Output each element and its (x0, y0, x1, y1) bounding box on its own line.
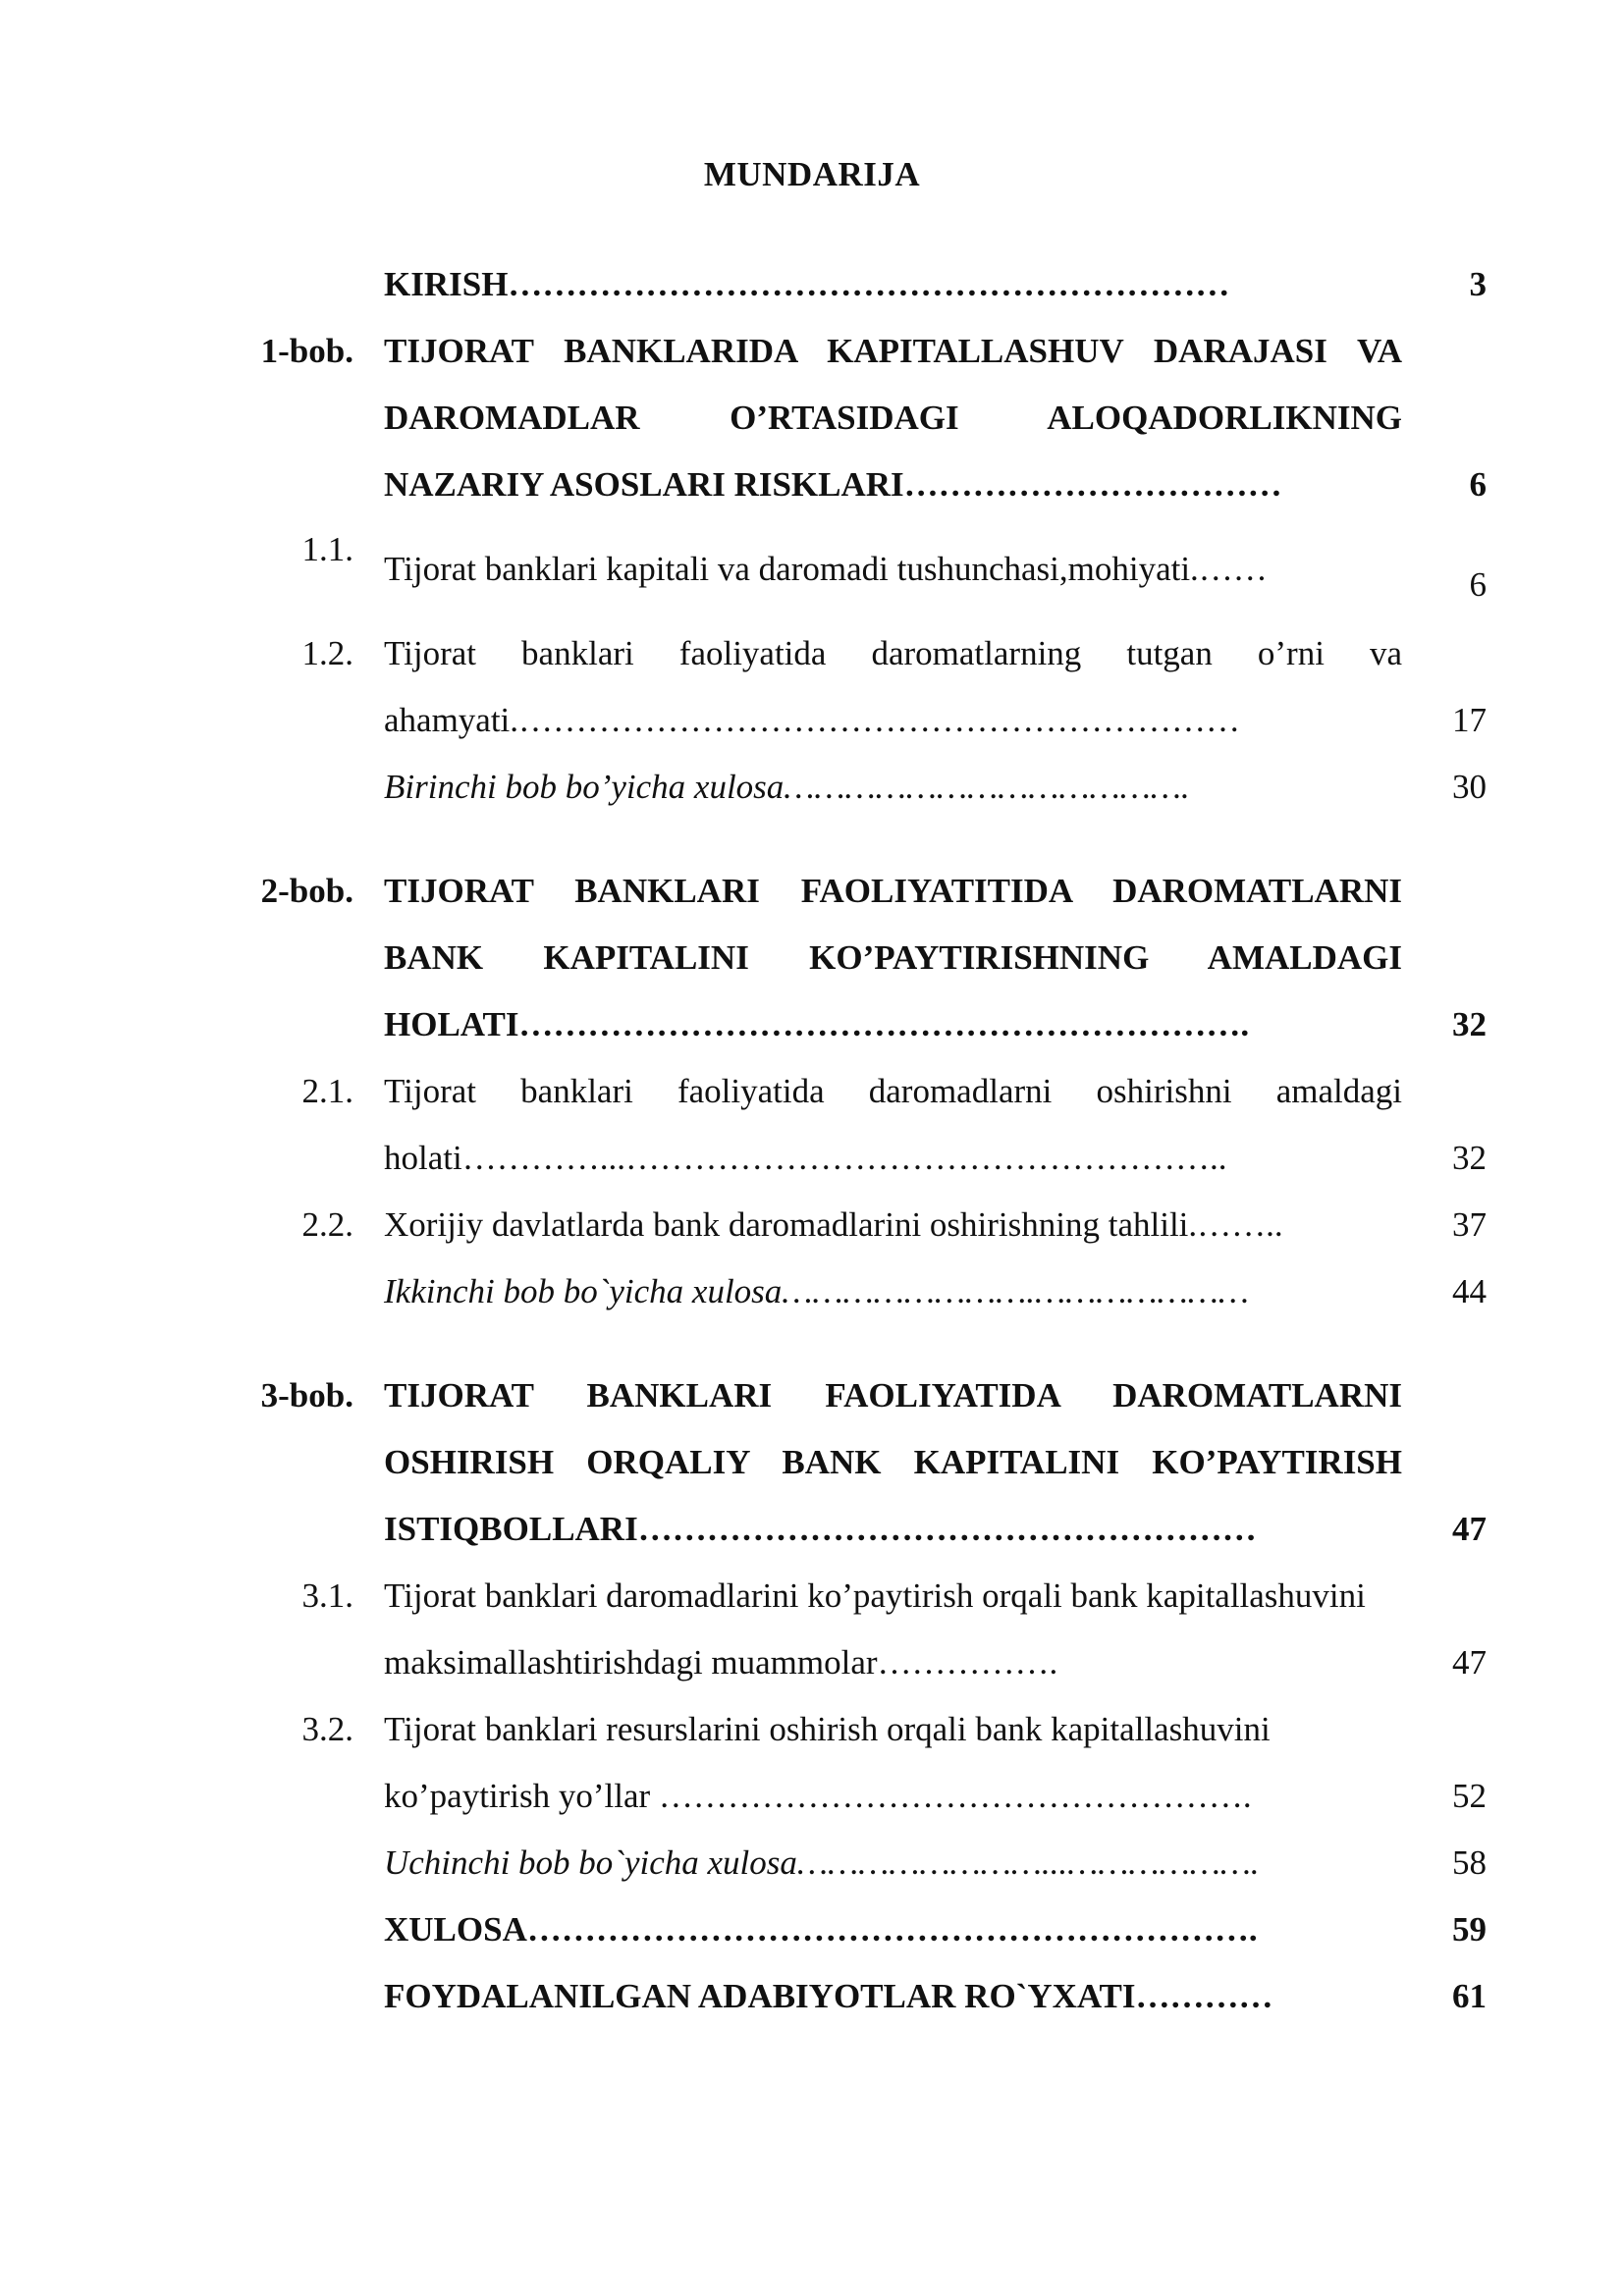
toc-entry-label: 3-bob. (260, 1376, 353, 1415)
toc-entry-text: FOYDALANILGAN ADABIYOTLAR RO`YXATI………… (384, 1977, 1273, 2015)
toc-entry-text: XULOSA………………………………………………………. (384, 1910, 1258, 1949)
toc-entry-text: Tijorat banklari resurslarini oshirish orqali bank kapitallashuvini ko’paytirish yo’llar ……………………………………………. (384, 1710, 1271, 1815)
toc-entry-page: 61 (1452, 1977, 1487, 2015)
toc-entry-text: Uchinchi bob bo`yicha xulosa……………………...………………. (384, 1843, 1260, 1882)
toc-entry-page: 59 (1452, 1910, 1487, 1949)
toc-entry-page: 37 (1452, 1205, 1487, 1244)
toc-entry-page: 32 (1452, 1139, 1487, 1177)
toc-entry-page: 47 (1452, 1643, 1487, 1682)
toc-entry-page: 47 (1452, 1510, 1487, 1548)
toc-entry-text: Birinchi bob bo’yicha xulosa…………………………………. (384, 768, 1190, 806)
toc-entry-label: 2.2. (301, 1205, 353, 1244)
toc-entry-text: Ikkinchi bob bo`yicha xulosa…………………….………………… (384, 1272, 1249, 1310)
toc-entry-page: 58 (1452, 1843, 1487, 1882)
toc-entry-label: 1.1. (301, 530, 353, 568)
toc-entry-text: Tijorat banklari faoliyatida daromatlarning tutgan o’rni va ahamyati.……………………………………………………… (384, 634, 1402, 739)
toc-entry-label: 1-bob. (260, 332, 353, 370)
toc-entry-text: Tijorat banklari kapitali va daromadi tushunchasi,mohiyati.…… (384, 550, 1268, 588)
toc-entry-page: 30 (1452, 768, 1487, 806)
toc-entry-page: 44 (1452, 1272, 1487, 1310)
toc-entry-label: 3.2. (301, 1710, 353, 1748)
toc-entry-page: 52 (1452, 1777, 1487, 1815)
toc-entry-page: 32 (1452, 1005, 1487, 1043)
toc-entry-text: Tijorat banklari daromadlarini ko’paytirish orqali bank kapitallashuvini maksimallashtirishdagi muammolar……………. (384, 1576, 1366, 1682)
toc-entry-label: 2.1. (301, 1072, 353, 1110)
toc-entry-label: 2-bob. (260, 872, 353, 910)
toc-entry-text: TIJORAT BANKLARIDA KAPITALLASHUV DARAJASI VA DAROMADLAR O’RTASIDAGI ALOQADORLIKNING NAZARIY ASOSLARI RISKLARI…………………………… (384, 332, 1402, 504)
toc-entry-text: TIJORAT BANKLARI FAOLIYATITIDA DAROMATLARNI BANK KAPITALINI KO’PAYTIRISHNING AMALDAGI HOLATI………………………………………………………. (384, 872, 1402, 1043)
toc-entry-page: 6 (1469, 565, 1487, 604)
toc-entry-text: KIRISH……………………………………………………… (384, 265, 1230, 303)
toc-entry-page: 3 (1469, 265, 1487, 303)
toc-entry-text: TIJORAT BANKLARI FAOLIYATIDA DAROMATLARNI OSHIRISH ORQALIY BANK KAPITALINI KO’PAYTIRISH ISTIQBOLLARI……………………………………………… (384, 1376, 1402, 1548)
toc-entry-text: Xorijiy davlatlarda bank daromadlarini oshirishning tahlili.…….. (384, 1205, 1283, 1244)
toc-title: MUNDARIJA (703, 155, 921, 193)
toc-entry-label: 1.2. (301, 634, 353, 672)
toc-entry-text: Tijorat banklari faoliyatida daromadlarni oshirishni amaldagi holati…………...…………………………………………….. (384, 1072, 1402, 1177)
toc-entry-page: 17 (1452, 701, 1487, 739)
toc-entry-page: 6 (1469, 465, 1487, 504)
toc-entry-label: 3.1. (301, 1576, 353, 1615)
